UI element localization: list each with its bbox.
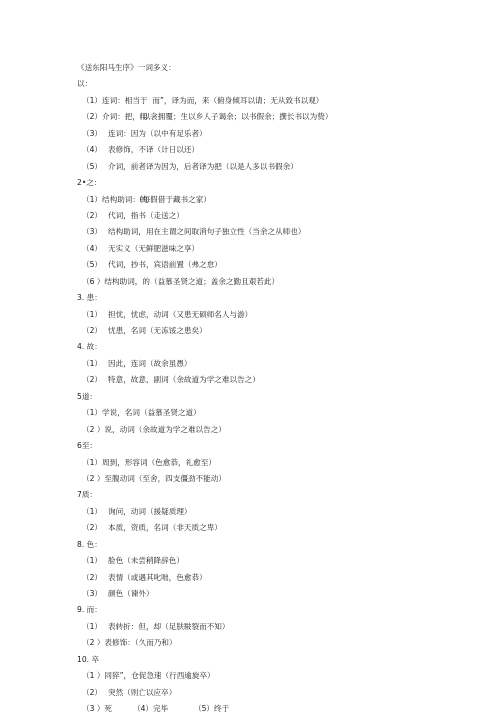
entry-text: （3） (82, 227, 103, 237)
heading-text: 9. 而： (77, 605, 102, 615)
heading-text: 5道： (77, 391, 98, 401)
heading-text: 以： (77, 79, 93, 89)
section-heading (0, 339, 500, 355)
entry-text: （3 ）死 (82, 704, 113, 714)
entry-line (0, 685, 500, 701)
entry-text: （3） (82, 128, 103, 138)
entry-text: （2 ）表修饰：（久而乃和） (82, 638, 177, 648)
entry-text: 结构助词，用在主谓之间取消句子独立性（当余之从师也） (108, 227, 306, 237)
entry-text: 连词：因为（以中有足乐者） (108, 128, 207, 138)
entry-text: 因此，连词（故余虽愚） (108, 358, 192, 368)
entry-text: 表情（或遇其叱咄，色愈恭） (108, 572, 207, 582)
heading-text: 7质： (77, 490, 98, 500)
section-heading (0, 438, 500, 454)
entry-line (0, 142, 500, 158)
entry-text: 脸色（未尝稍降辞色） (108, 556, 184, 566)
entry-text: （2 ）说，动词（余故道为学之难以告之） (82, 424, 226, 434)
entry-text: （2） (82, 572, 103, 582)
entry-text: （5） (82, 161, 103, 171)
heading-text: 3. 患： (77, 293, 102, 303)
entry-line (0, 224, 500, 240)
entry-line (0, 323, 500, 339)
entry-line (0, 570, 500, 586)
entry-text: （2） (82, 375, 103, 385)
entry-line (0, 668, 500, 684)
entry-text: （1）结构助词：的 (82, 194, 148, 204)
entry-text: （1） (82, 358, 103, 368)
document-body (0, 60, 500, 718)
entry-text: （2 ）至腹动词（至舍，四支僵劲不能动） (82, 473, 226, 483)
entry-text: （2） (82, 523, 103, 533)
entry-line (0, 192, 500, 208)
entry-text: （4）完毕 (133, 704, 169, 714)
entry-line (0, 422, 500, 438)
entry-text: （1 ）同猝”，仓促急速（行西逾旋卒） (82, 671, 215, 681)
entry-line (0, 405, 500, 421)
entry-line (0, 257, 500, 273)
entry-line (0, 356, 500, 372)
section-heading (0, 487, 500, 503)
entry-line (0, 126, 500, 142)
heading-text: 6至： (77, 441, 98, 451)
entry-text: （每假借于藏书之家） (135, 194, 211, 204)
entry-text: （1）学说，名词（益慕圣贤之道） (82, 408, 201, 418)
entry-text: （以衾拥覆；生以乡人子谒余；以书假余；撰长书以为贽） (135, 112, 333, 122)
entry-text: （1） (82, 556, 103, 566)
section-heading (0, 602, 500, 618)
entry-text: （4） (82, 145, 103, 155)
entry-line (0, 109, 500, 125)
document-title (0, 60, 500, 76)
entry-line (0, 208, 500, 224)
entry-line (0, 455, 500, 471)
heading-text: 4. 故： (77, 342, 102, 352)
entry-line (0, 520, 500, 536)
section-heading (0, 537, 500, 553)
entry-text: （1） (82, 506, 103, 516)
heading-text: 2•之： (77, 178, 102, 188)
entry-line (0, 307, 500, 323)
section-heading (0, 175, 500, 191)
title-text: 《送东阳马生序》一词多义： (77, 63, 176, 72)
entry-text: （1） (82, 309, 103, 319)
entry-text: （4） (82, 243, 103, 253)
entry-text: （5） (82, 260, 103, 270)
entry-text: （3） (82, 589, 103, 598)
entry-text: （1） (82, 621, 103, 631)
entry-text: 本质，资质，名词（非天质之卑） (108, 523, 222, 533)
entry-text: （5）终于 (194, 704, 230, 714)
entry-text: 介词，前者译为因为，后者译为把（以是人多以书假余） (108, 161, 298, 171)
entry-text: 询问，动词（援疑质理） (108, 506, 192, 516)
entry-line (0, 372, 500, 388)
entry-text: （1）周到，形容词（色愈恭，礼愈至） (82, 457, 216, 467)
section-heading (0, 389, 500, 405)
entry-text: 代词，抄书，宾语前置（弗之怠） (108, 260, 222, 270)
entry-line (0, 159, 500, 175)
entry-line (0, 504, 500, 520)
entry-text: 突然（则亡以应卒） (108, 687, 177, 697)
section-heading (0, 76, 500, 92)
entry-line (0, 471, 500, 487)
entry-text: 担忧，忧虑，动词（又患无硕师名人与游） (108, 309, 253, 319)
entry-text: （2） (82, 210, 103, 220)
heading-text: 10. 卒 (77, 654, 100, 664)
entry-line (0, 619, 500, 635)
entry-line (0, 701, 500, 717)
entry-line (0, 635, 500, 651)
section-heading (0, 652, 500, 668)
entry-text: 代词，指书（走送之） (108, 210, 184, 220)
entry-line (0, 274, 500, 290)
entry-text: （2）介词：把，用 (82, 112, 148, 122)
entry-text: 特意，故意，副词（余故道为学之难以告之） (108, 375, 260, 385)
entry-text: （2） (82, 687, 103, 697)
entry-text: 无实义（无鲜肥滋味之享） (108, 243, 200, 253)
entry-text: （2） (82, 326, 103, 335)
entry-line (0, 586, 500, 602)
entry-text: （6 ）结构助词，的（益慕圣贤之道；盖余之勤且艰若此） (82, 276, 280, 286)
entry-text: 忧患，名词（无冻馁之患矣） (108, 326, 207, 335)
section-heading (0, 290, 500, 306)
entry-text: （1）连词：相当于 而”，译为而，来（俯身倾耳以请；无从致书以观） (82, 95, 324, 105)
heading-text: 8. 色： (77, 539, 102, 549)
entry-text: 表修饰，不译（计日以还） (108, 145, 200, 155)
entry-line (0, 553, 500, 569)
entry-line (0, 93, 500, 109)
entry-text: 颜色（谏外） (108, 589, 154, 598)
entry-text: 表转折：但，却（足肤皲裂而不知） (108, 621, 230, 631)
entry-line (0, 241, 500, 257)
